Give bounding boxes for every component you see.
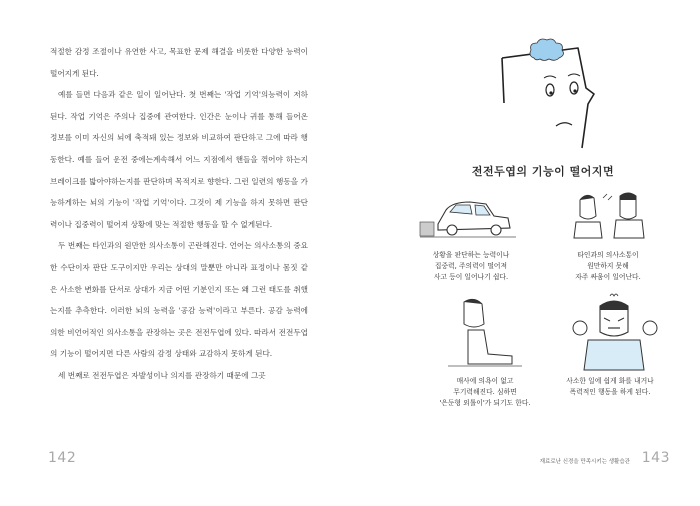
angry-person-illustration (570, 292, 660, 372)
running-head: 재료로난 신경을 만족시키는 생활습관 (539, 459, 630, 465)
text-line: 와 비교하여 판단하고 그에 따라 행동한다. 예를 들어 운전 중에는 (50, 133, 309, 164)
paragraph (50, 235, 308, 365)
text-line: 적절한 감정 조절이나 유연한 사고, 목표한 문제 해결을 비롯한 다양 (50, 47, 276, 56)
text-line: 이나 귀를 통해 들어온 정보를 이미 자신의 뇌에 축적돼 있는 정보 (50, 111, 308, 143)
text-line: 계속해서 어느 지점에서 핸들을 꺾어야 하는지 브레이크를 밟아야 (50, 154, 308, 186)
caption-communication (553, 250, 663, 283)
caption-line: 자주 싸움이 일어난다. (575, 273, 641, 281)
text-line: 예를 들면 다음과 같은 일이 일어난다. 첫 번째는 '작업 기억'의 (58, 90, 269, 100)
caption-line: 무기력해진다. 심하면 (453, 388, 517, 396)
text-line: 능력이 저하된다. 작업 기억은 주의나 집중에 관여한다. 인간은 눈 (50, 90, 308, 121)
caption-car-accident (416, 250, 526, 283)
caption-line: 매사에 의욕이 없고 (456, 377, 514, 385)
paragraph (50, 41, 308, 84)
text-line: 을 관장하는 곳은 전전두엽에 있다. 따라서 전전두엽의 기능이 떨어 (50, 327, 308, 359)
caption-line: 원만하지 못해 (587, 262, 629, 270)
text-line: 하는지를 판단하며 목적지로 향한다. 그런 일련의 행동을 가능하게 (50, 176, 308, 208)
caption-line: 사고 등이 일어나기 쉽다. (433, 273, 509, 281)
caption-anger (550, 376, 670, 398)
text-line: 분인지 또는 왜 그런 태도를 취했는지를 추측한다. 이러한 뇌의 능력 (50, 284, 308, 316)
text-line: 을 '공감 능력'이라고 부른다. 공감 능력에 의한 비언어적인 의사소통 (50, 306, 308, 337)
caption-line: '은둔형 외톨이'가 되기도 한다. (439, 399, 531, 407)
illustration-title: 전전두엽의 기능이 떨어지면 (471, 165, 615, 178)
right-page (350, 0, 700, 506)
text-line: 한 능력이 떨어지게 된다. (50, 47, 308, 78)
paragraph (50, 365, 308, 387)
caption-line: 상황을 판단하는 능력이나 (432, 251, 510, 259)
caption-apathy (430, 376, 540, 409)
caption-line: 타인과의 의사소통이 (577, 251, 639, 259)
text-line: 하는 뇌의 기능이 '작업 기억'이다. 그것이 제 기능을 하지 못하면 판 (72, 198, 301, 208)
page-number-right: 143 (641, 450, 670, 466)
sitting-person-illustration (444, 296, 524, 368)
head-illustration (490, 28, 600, 153)
text-line: 두 번째는 타인과의 원만한 의사소통이 곤란해진다. 언어는 의사 (58, 241, 269, 251)
text-line: 단력이나 집중력이 떨어져 상황에 맞는 적절한 행동을 할 수 없게 (50, 198, 308, 229)
caption-line: 집중력, 주의력이 떨어져 (434, 262, 508, 270)
text-line: 된다. (255, 219, 273, 229)
text-line: 지면 다른 사람의 감정 상태와 교감하지 못하게 된다. (98, 349, 273, 359)
paragraph (50, 84, 308, 235)
text-line: 니라 표정이나 몸짓 같은 사소한 변화를 단서로 상대가 지금 어떤 기 (50, 262, 308, 294)
caption-line: 사소한 일에 쉽게 화를 내거나 (566, 377, 654, 385)
text-line: 세 번째로 전전두엽은 자발성이나 의지를 관장하기 때문에 그곳 (58, 370, 266, 380)
page-number-left: 142 (48, 450, 77, 466)
body-text (50, 41, 308, 387)
car-illustration (418, 190, 518, 240)
arguing-people-illustration (572, 188, 652, 238)
text-line: 소통의 중요한 수단이자 판단 도구이지만 우리는 상대의 말뿐만 아 (50, 241, 308, 272)
caption-line: 폭력적인 행동을 하게 된다. (569, 388, 651, 396)
